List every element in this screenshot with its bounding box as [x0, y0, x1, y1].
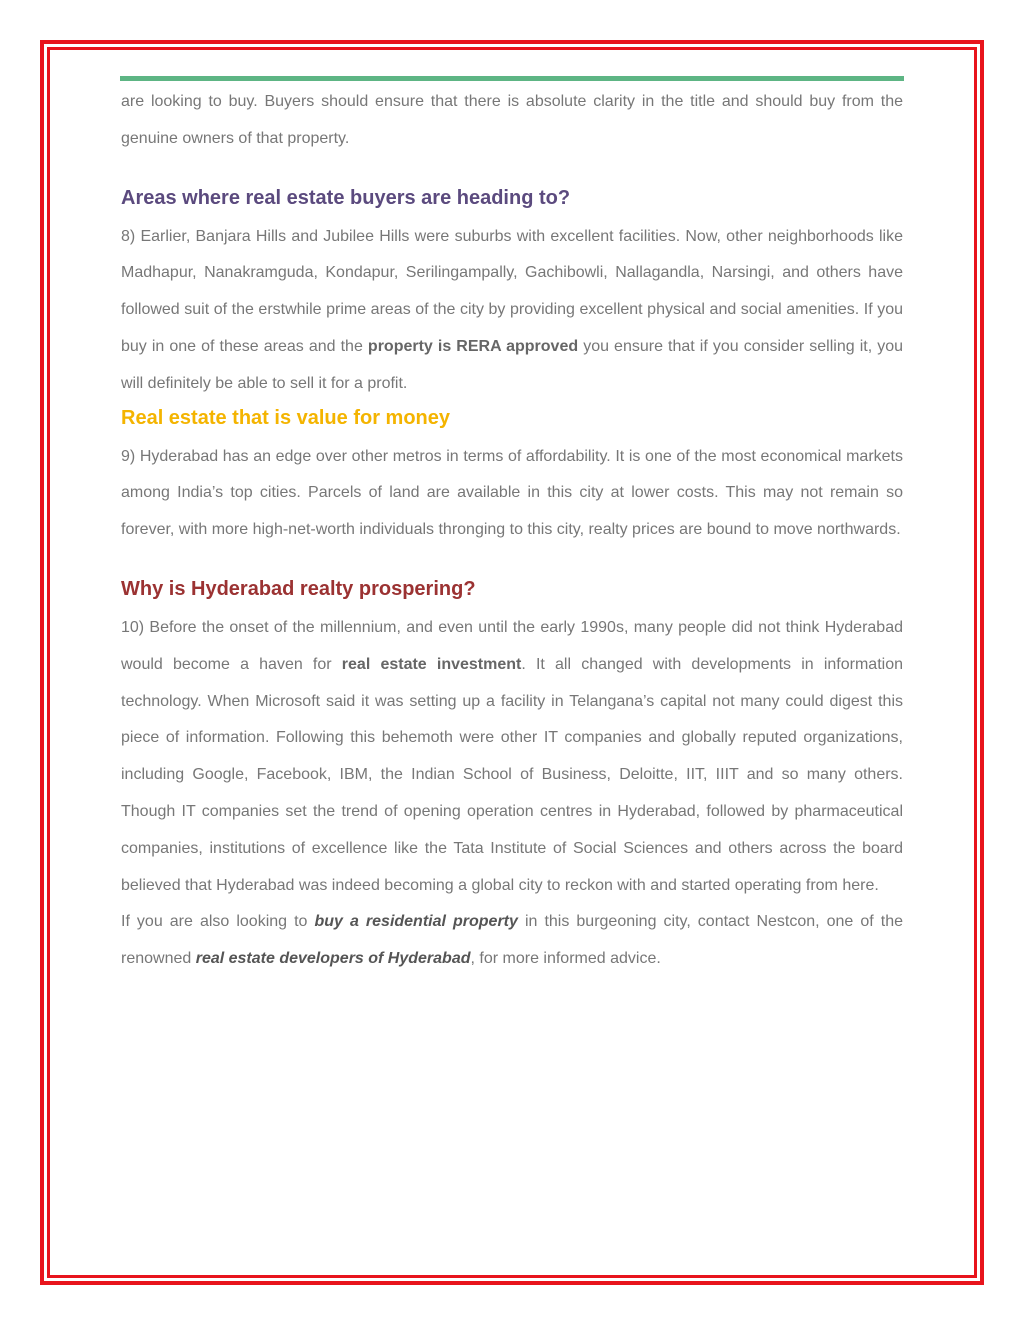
- paragraph-areas-start: 8) Earlier, Banjara Hills and Jubilee Hills were suburbs with excellent facilities. Now, other neighborhoods like Madhapur, Nanakramguda, Kondapur, Serilingampally, Gachibowli, Nallagandla, Narsingi, and others have followed suit of the erstwhile prime areas of the city by providing excellent physical and social amenities. If you buy in one of these areas and the: [121, 227, 903, 355]
- paragraph-prospering-end: . It all changed with developments in information technology. When Microsoft said it was setting up a facility in Telangana’s capital not many could digest this piece of information. Following this behemoth were other IT companies and globally reputed organizations, including Google, Facebook, IBM, the Indian School of Business, Deloitte, IIT, IIIT and so many others. Though IT companies set the trend of opening operation centres in Hyderabad, followed by pharmaceutical companies, institutions of excellence like the Tata Institute of Social Sciences and others across the board believed that Hyderabad was indeed becoming a global city to reckon with and started operating from here.: [121, 655, 904, 894]
- closing-text-1: If you are also looking to: [121, 913, 315, 931]
- paragraph-areas-end: you ensure that if you consider selling it, you will definitely be able to sell it for a profit.: [121, 337, 903, 392]
- paragraph-areas: [121, 219, 903, 403]
- closing-paragraph: [121, 904, 903, 978]
- buy-residential-property-link[interactable]: buy a residential property: [314, 913, 518, 931]
- closing-text-2: in this burgeoning city, contact Nestcon, one of the renowned: [121, 913, 904, 968]
- real-estate-investment-text: real estate investment: [341, 655, 522, 673]
- closing-text-3: , for more informed advice.: [470, 950, 661, 968]
- paragraph-prospering: [121, 610, 903, 904]
- paragraph-value: 9) Hyderabad has an edge over other metros in terms of affordability. It is one of the most economical markets among India’s top cities. Parcels of land are available in this city at lower costs. This may not remain so forever, with more high-net-worth individuals thronging to this city, realty prices are bound to move northwards.: [121, 447, 903, 539]
- heading-value: Real estate that is value for money: [121, 406, 451, 429]
- real-estate-developers-link[interactable]: real estate developers of Hyderabad: [195, 950, 471, 968]
- heading-areas: Areas where real estate buyers are heading to?: [121, 186, 571, 209]
- heading-prospering: Why is Hyderabad realty prospering?: [121, 577, 476, 600]
- paragraph-prospering-start: 10) Before the onset of the millennium, and even until the early 1990s, many people did not think Hyderabad would become a haven for: [121, 618, 903, 673]
- rera-approved-text: property is RERA approved: [367, 337, 579, 355]
- intro-paragraph: are looking to buy. Buyers should ensure that there is absolute clarity in the title and should buy from the genuine owners of that property.: [121, 93, 903, 147]
- header-rule: [120, 76, 904, 81]
- document-body: [121, 84, 903, 978]
